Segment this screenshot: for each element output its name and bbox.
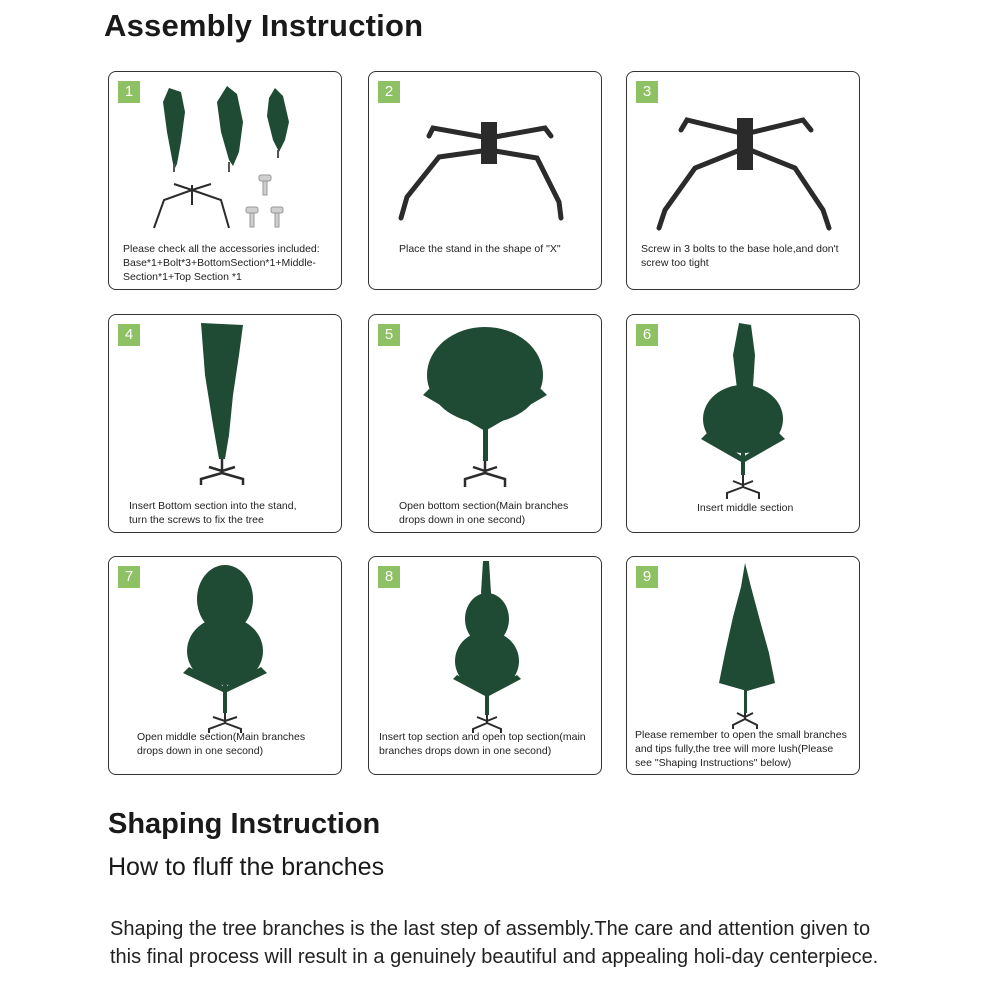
step-caption: Insert Bottom section into the stand, turn the screws to fix the tree [129,500,297,526]
shaping-title: Shaping Instruction [108,808,381,840]
step-number-badge: 4 [118,324,140,346]
step-number-badge: 8 [378,566,400,588]
step-card-3 [626,71,860,290]
step-number-badge: 6 [636,324,658,346]
step-card-8 [368,556,602,775]
assembly-title: Assembly Instruction [104,8,424,43]
step-card-7 [108,556,342,775]
step-caption: Open bottom section(Main branches drops down in one second) [399,500,569,526]
step-card-2 [368,71,602,290]
step-caption: Open middle section(Main branches drops down in one second) [137,731,306,757]
shaping-subtitle: How to fluff the branches [108,853,385,881]
step-number-badge: 7 [118,566,140,588]
step-number-badge: 9 [636,566,658,588]
step-number-badge: 2 [378,81,400,103]
step-caption: Please remember to open the small branches and tips fully,the tree will more lush(Please see "Shaping Instructions" below) [635,729,847,769]
shaping-body: Shaping the tree branches is the last step of assembly.The care and attention given to this final process will result in a genuinely beautiful and appealing holi-day centerpiece. [110,918,879,968]
step-2-illustration [369,72,603,291]
step-caption: Screw in 3 bolts to the base hole,and don't screw too tight [641,243,839,269]
step-number-badge: 3 [636,81,658,103]
step-card-6 [626,314,860,533]
step-card-9 [626,556,860,775]
step-number-badge: 1 [118,81,140,103]
step-card-4 [108,314,342,533]
step-card-5 [368,314,602,533]
step-caption: Place the stand in the shape of "X" [399,243,561,255]
step-number-badge: 5 [378,324,400,346]
step-card-1 [108,71,342,290]
step-caption: Insert middle section [697,502,794,514]
step-caption: Please check all the accessories included: Base*1+Bolt*3+BottomSection*1+Middle- Section*1+Top Section *1 [123,243,320,283]
step-caption: Insert top section and open top section(main branches drops down in one second) [379,731,586,757]
